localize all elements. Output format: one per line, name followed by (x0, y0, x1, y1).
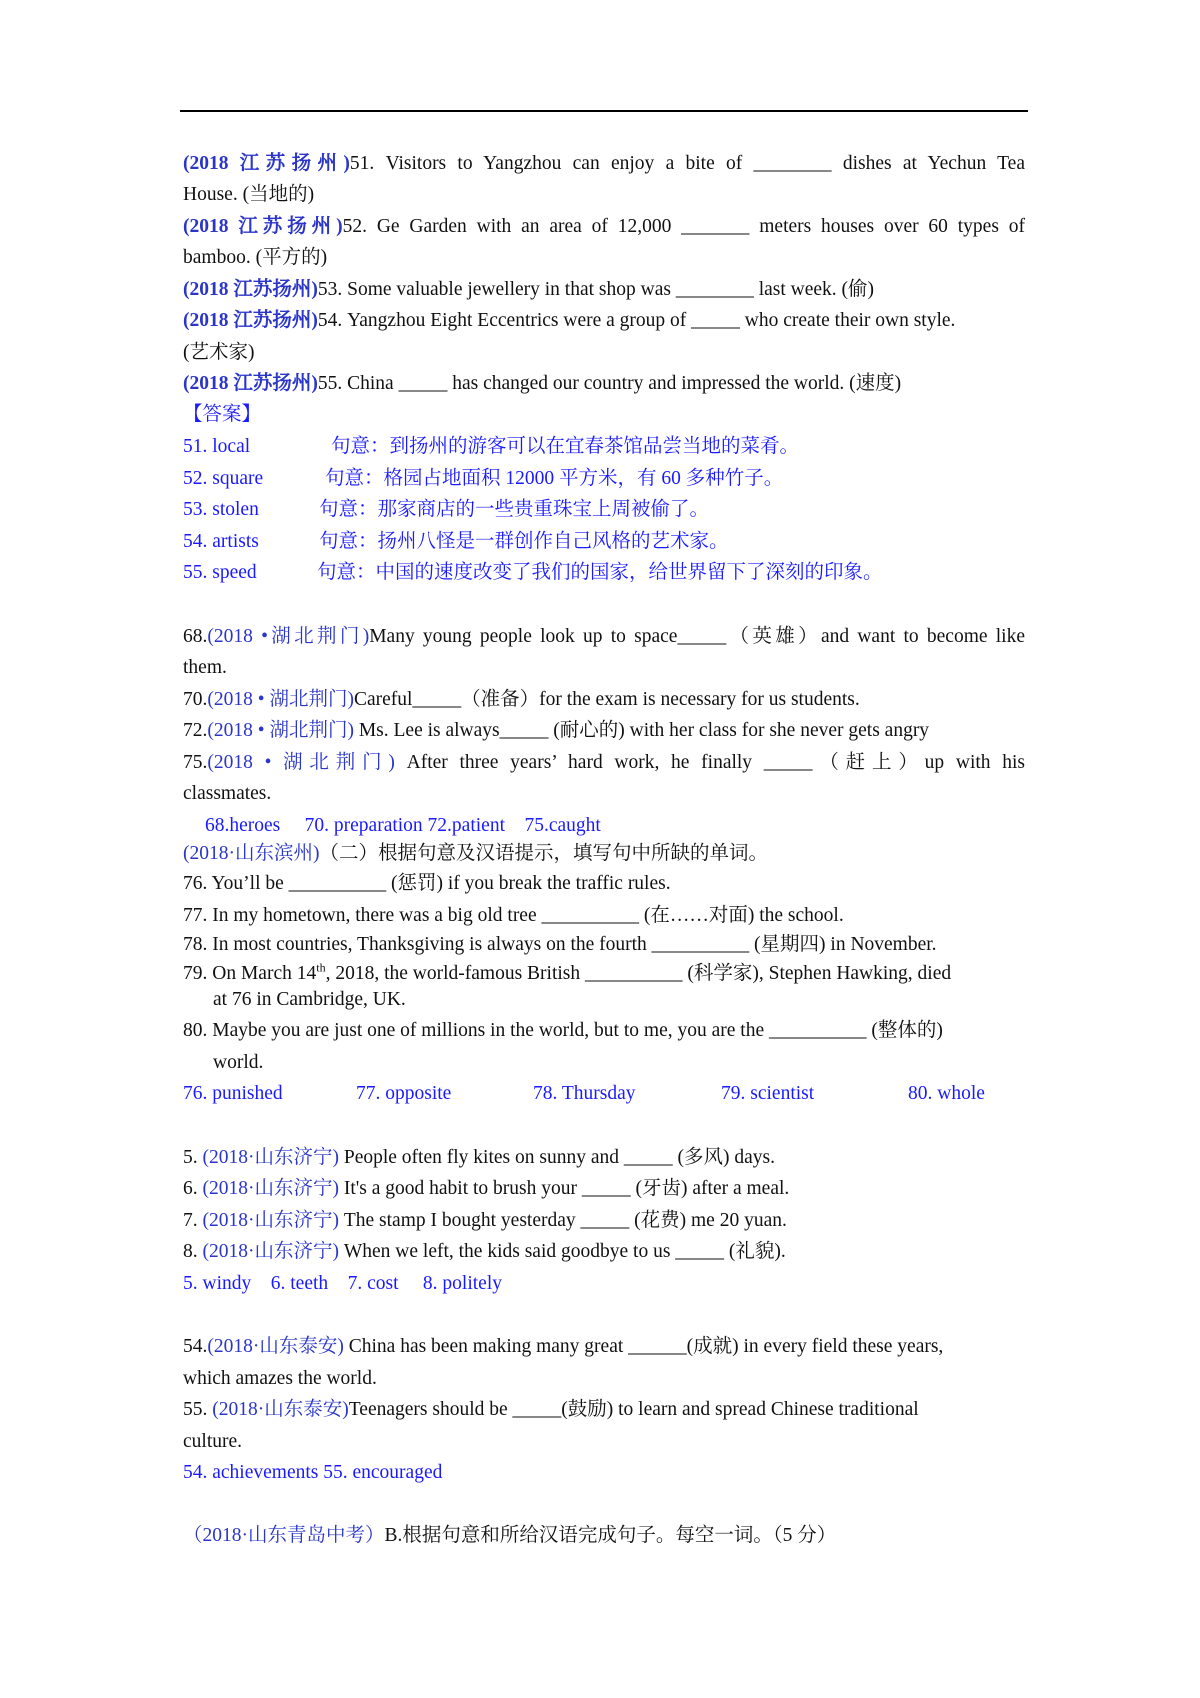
question-54: (2018 江苏扬州)54. Yangzhou Eight Eccentrics were a group of _____ who create their own style. (183, 310, 956, 331)
source-tag: (2018 江苏扬州) (183, 216, 343, 237)
source-tag: (2018 • 湖北荆门) (207, 689, 354, 710)
binzhou-instruction: (2018·山东滨州)（二）根据句意及汉语提示，填写句中所缺的单词。 (183, 843, 768, 864)
answer-heading: 【答案】 (183, 404, 262, 425)
question-76: 76. You’ll be __________ (惩罚) if you break the traffic rules. (183, 873, 671, 894)
question-8: 8. (2018·山东济宁) When we left, the kids said goodbye to us _____ (礼貌). (183, 1241, 786, 1262)
question-75-cont: classmates. (183, 783, 272, 804)
qingdao-instruction: （2018·山东青岛中考）B.根据句意和所给汉语完成句子。每空一词。（5 分） (183, 1525, 837, 1546)
question-51: (2018 江苏扬州)51. Visitors to Yangzhou can enjoy a bite of ________ dishes at Yechun Tea (183, 153, 1025, 174)
source-tag: (2018 江苏扬州) (183, 153, 350, 174)
question-54-taian-cont: which amazes the world. (183, 1368, 377, 1389)
header-rule (180, 110, 1028, 112)
question-80-cont: world. (213, 1052, 264, 1073)
question-53: (2018 江苏扬州)53. Some valuable jewellery in that shop was ________ last week. (偷) (183, 279, 875, 300)
question-54-taian: 54.(2018·山东泰安) China has been making many great ______(成就) in every field these years, (183, 1336, 944, 1357)
question-72: 72.(2018 • 湖北荆门) Ms. Lee is always_____ (耐心的) with her class for she never gets angry (183, 720, 930, 741)
question-55-taian-cont: culture. (183, 1431, 243, 1452)
source-tag: (2018 • 湖北荆门) (207, 752, 395, 773)
question-68-cont: them. (183, 657, 227, 678)
question-70: 70.(2018 • 湖北荆门)Careful_____（准备）for the exam is necessary for us students. (183, 689, 860, 710)
source-tag: (2018·山东泰安) (207, 1336, 344, 1357)
question-80: 80. Maybe you are just one of millions in the world, but to me, you are the __________ (整体的) (183, 1020, 943, 1041)
question-68: 68.(2018 •湖北荆门)Many young people look up to space_____（英雄）and want to become like (183, 626, 1025, 647)
jining-answers: 5. windy 6. teeth 7. cost 8. politely (183, 1273, 503, 1294)
source-tag: (2018·山东济宁) (202, 1241, 339, 1262)
source-tag: (2018·山东济宁) (202, 1178, 339, 1199)
question-52-cont: bamboo. (平方的) (183, 247, 328, 268)
question-78: 78. In most countries, Thanksgiving is always on the fourth __________ (星期四) in November. (183, 934, 937, 955)
source-tag: (2018 江苏扬州) (183, 310, 318, 331)
jingmen-answers: 68.heroes 70. preparation 72.patient 75.caught (205, 815, 601, 836)
question-79: 79. On March 14th, 2018, the world-famous British __________ (科学家), Stephen Hawking, died (183, 960, 952, 984)
source-tag: (2018 • 湖北荆门) (207, 720, 354, 741)
question-77: 77. In my hometown, there was a big old tree __________ (在……对面) the school. (183, 905, 844, 926)
question-54-cont: (艺术家) (183, 342, 255, 363)
question-51-cont: House. (当地的) (183, 184, 315, 205)
question-55: (2018 江苏扬州)55. China _____ has changed our country and impressed the world. (速度) (183, 373, 902, 394)
question-7: 7. (2018·山东济宁) The stamp I bought yesterday _____ (花费) me 20 yuan. (183, 1210, 787, 1231)
taian-answers: 54. achievements 55. encouraged (183, 1462, 443, 1483)
question-75: 75.(2018 • 湖北荆门) After three years’ hard work, he finally _____（赶上）up with his (183, 752, 1025, 773)
question-55-taian: 55. (2018·山东泰安)Teenagers should be _____(鼓励) to learn and spread Chinese traditional (183, 1399, 919, 1420)
source-tag: (2018·山东滨州) (183, 843, 320, 864)
source-tag: (2018 江苏扬州) (183, 373, 318, 394)
question-5: 5. (2018·山东济宁) People often fly kites on sunny and _____ (多风) days. (183, 1147, 775, 1168)
source-tag: (2018·山东济宁) (202, 1147, 339, 1168)
source-tag: (2018·山东济宁) (202, 1210, 339, 1231)
question-79-cont: at 76 in Cambridge, UK. (213, 989, 406, 1010)
question-52: (2018 江苏扬州)52. Ge Garden with an area of 12,000 _______ meters houses over 60 types of (183, 216, 1025, 237)
source-tag: （2018·山东青岛中考） (183, 1525, 385, 1546)
source-tag: (2018·山东泰安) (212, 1399, 349, 1420)
question-6: 6. (2018·山东济宁) It's a good habit to brush your _____ (牙齿) after a meal. (183, 1178, 790, 1199)
source-tag: (2018 江苏扬州) (183, 279, 318, 300)
source-tag: (2018 •湖北荆门) (207, 626, 370, 647)
